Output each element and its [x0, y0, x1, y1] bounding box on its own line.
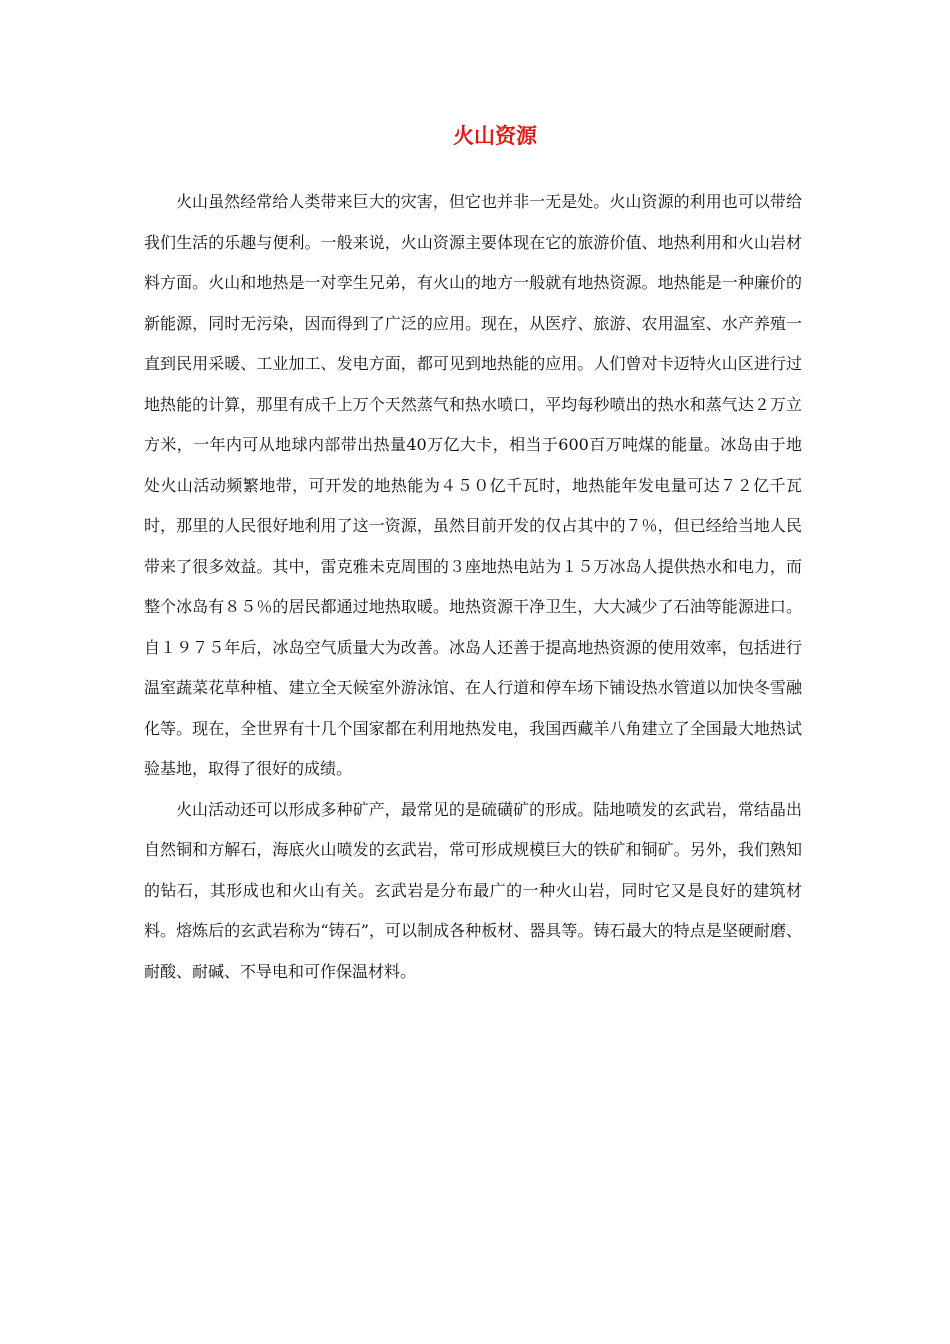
document-title: 火山资源	[453, 124, 537, 148]
paragraph-geothermal: 火山虽然经常给人类带来巨大的灾害，但它也并非一无是处。火山资源的利用也可以带给我们生活的乐趣与便利。一般来说，火山资源主要体现在它的旅游价值、地热利用和火山岩材料方面。火山和地热是一对孪生兄弟，有火山的地方一般就有地热资源。地热能是一种廉价的新能源，同时无污染，因而得到了广泛的应用。现在，从医疗、旅游、农用温室、水产养殖一直到民用采暖、工业加工、发电方面，都可见到地热能的应用。人们曾对卡迈特火山区进行过地热能的计算，那里有成千上万个天然蒸气和热水喷口，平均每秒喷出的热水和蒸气达２万立方米，一年内可从地球内部带出热量40万亿大卡，相当于600百万吨煤的能量。冰岛由于地处火山活动频繁地带，可开发的地热能为４５０亿千瓦时，地热能年发电量可达７２亿千瓦时，那里的人民很好地利用了这一资源，虽然目前开发的仅占其中的７％，但已经给当地人民带来了很多效益。其中，雷克雅未克周围的３座地热电站为１５万冰岛人提供热水和电力，而整个冰岛有８５％的居民都通过地热取暖。地热资源干净卫生，大大减少了石油等能源进口。自１９７５年后，冰岛空气质量大为改善。冰岛人还善于提高地热资源的使用效率，包括进行温室蔬菜花草种植、建立全天候室外游泳馆、在人行道和停车场下铺设热水管道以加快冬雪融化等。现在，全世界有十几个国家都在利用地热发电，我国西藏羊八角建立了全国最大地热试验基地，取得了很好的成绩。	[144, 192, 802, 778]
paragraph-minerals: 火山活动还可以形成多种矿产，最常见的是硫磺矿的形成。陆地喷发的玄武岩，常结晶出自然铜和方解石，海底火山喷发的玄武岩，常可形成规模巨大的铁矿和铜矿。另外，我们熟知的钻石，其形成也和火山有关。玄武岩是分布最广的一种火山岩，同时它又是良好的建筑材料。熔炼后的玄武岩称为“铸石”，可以制成各种板材、器具等。铸石最大的特点是坚硬耐磨、耐酸、耐碱、不导电和可作保温材料。	[144, 799, 802, 981]
document-body	[144, 182, 802, 992]
